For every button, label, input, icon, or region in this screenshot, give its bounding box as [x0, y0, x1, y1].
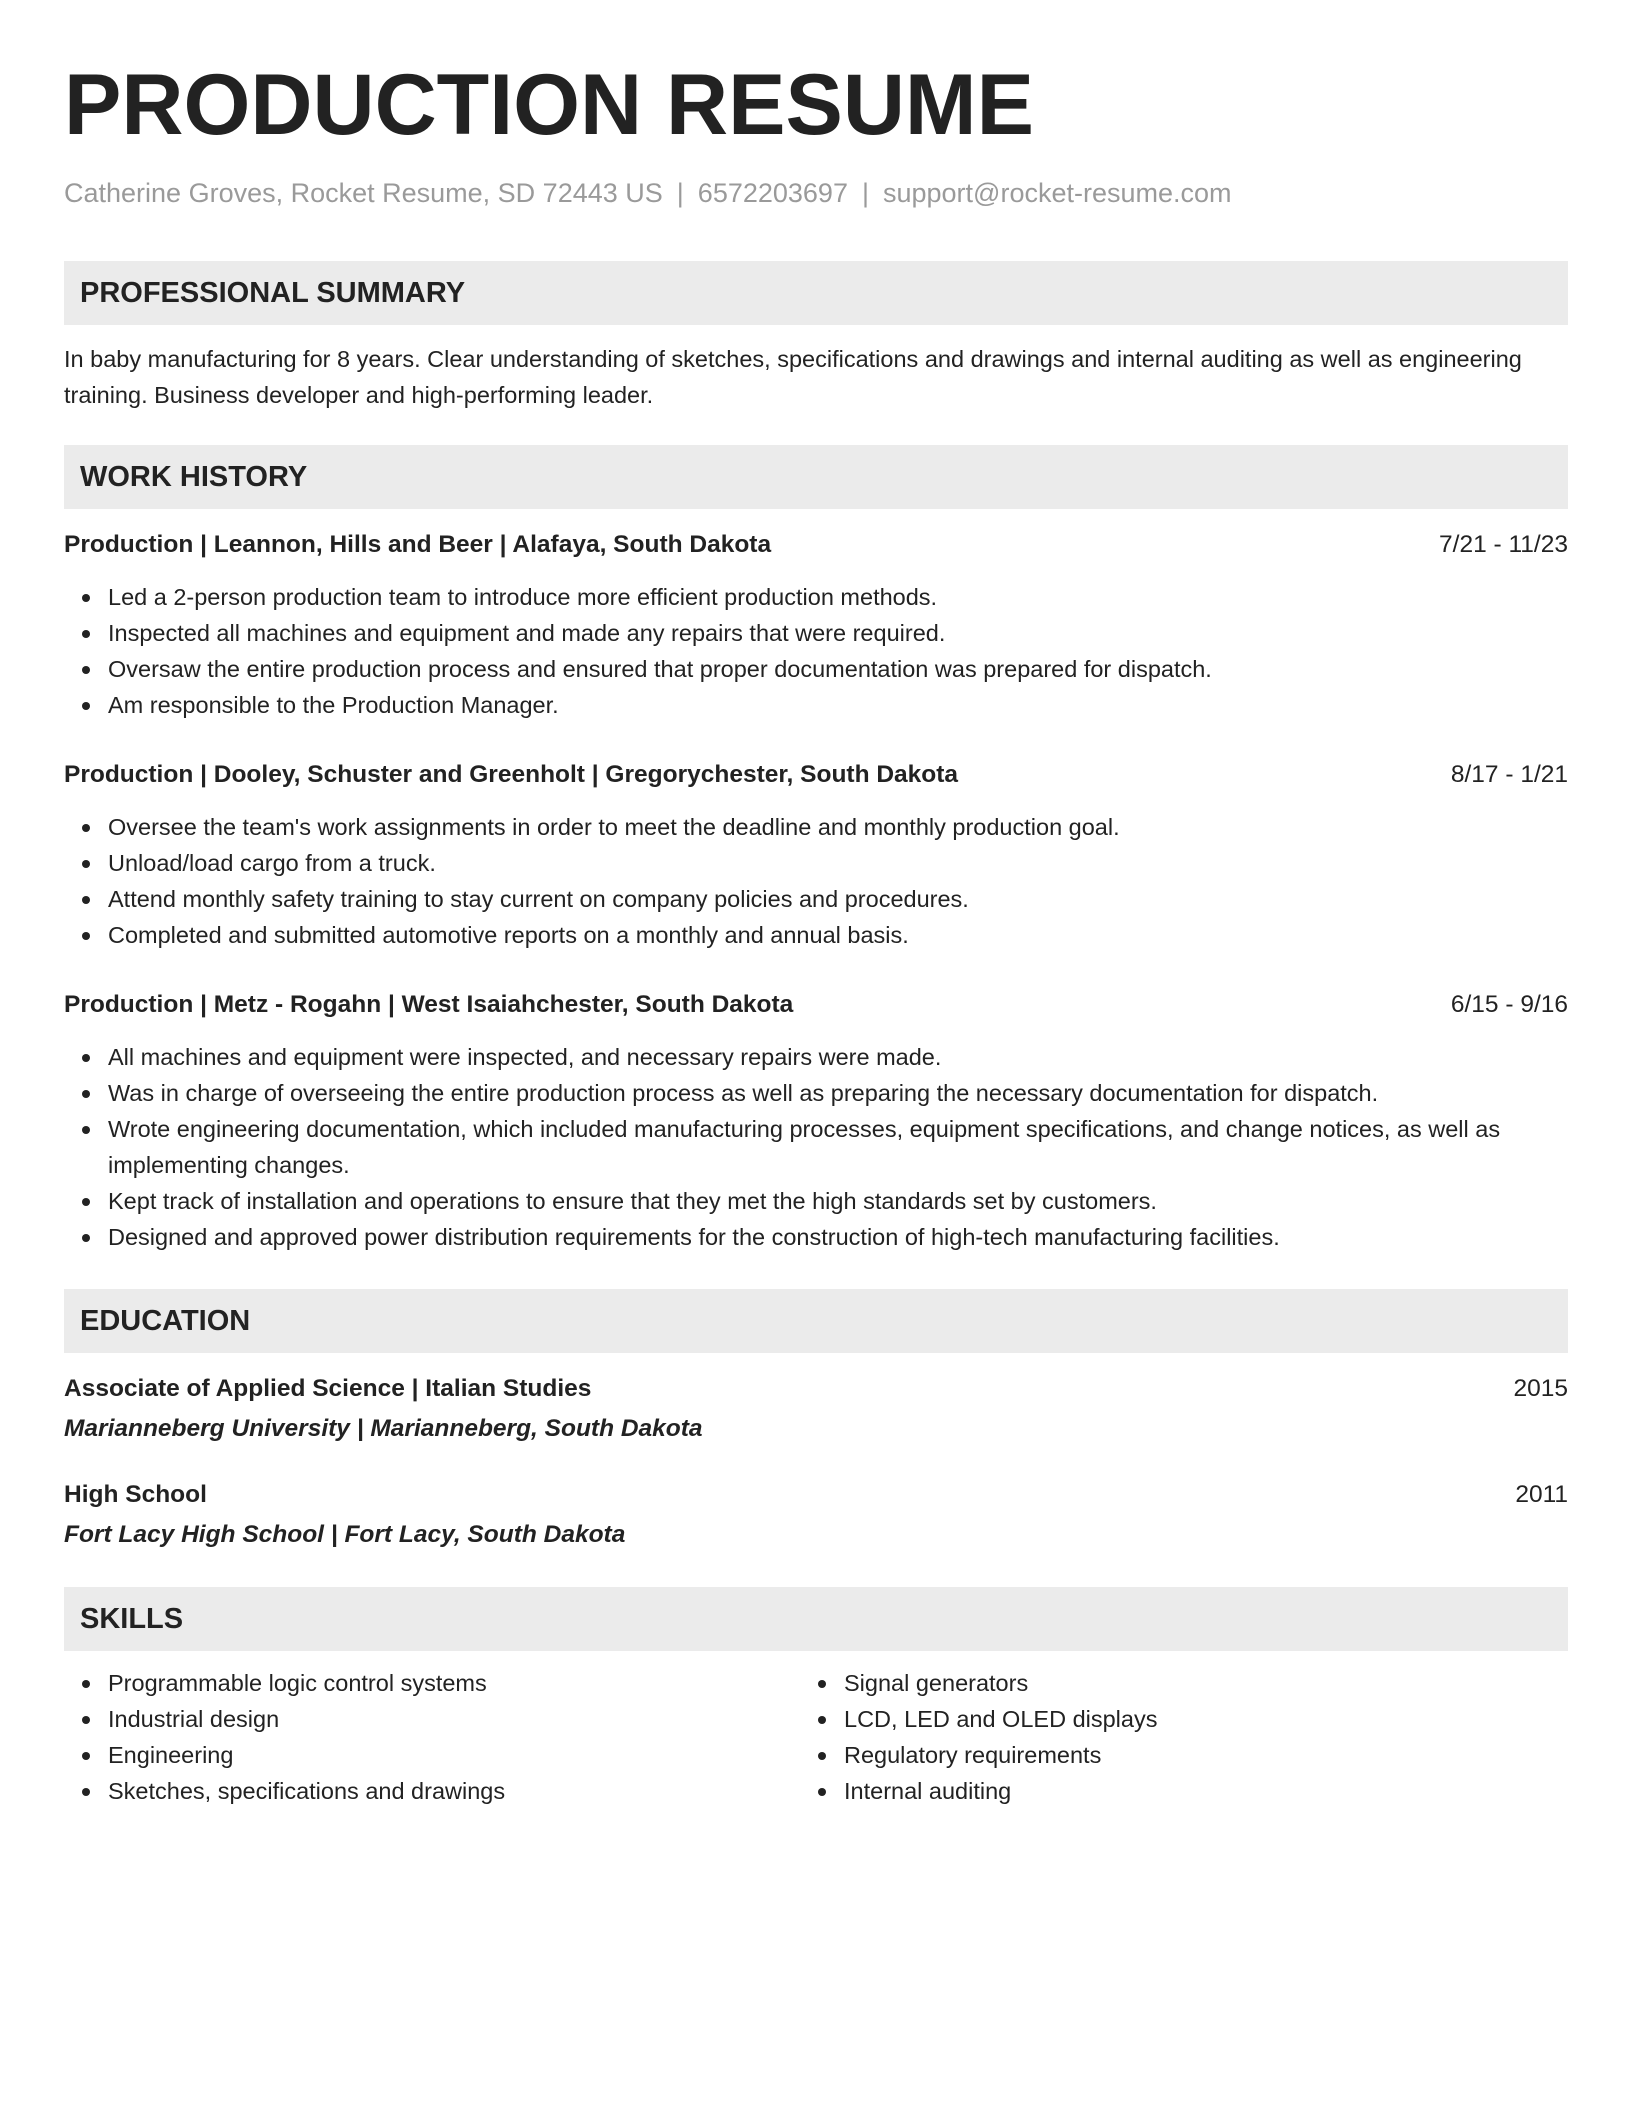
job-bullet: All machines and equipment were inspected, and necessary repairs were made.	[64, 1039, 1568, 1075]
skills-columns	[64, 1665, 1568, 1809]
section-heading-work-history: WORK HISTORY	[64, 445, 1568, 509]
job-title: Production | Dooley, Schuster and Greenholt | Gregorychester, South Dakota	[64, 761, 959, 788]
job-entry	[64, 757, 1568, 953]
skills-list-left	[64, 1665, 800, 1809]
skill-item: Signal generators	[800, 1665, 1536, 1701]
skill-item: Sketches, specifications and drawings	[64, 1773, 800, 1809]
job-bullet: Am responsible to the Production Manager.	[64, 687, 1568, 723]
summary-text: In baby manufacturing for 8 years. Clear understanding of sketches, specifications and drawings and internal auditing as well as engineering training. Business developer and high-performing leader.	[64, 346, 1522, 408]
education-entry	[64, 1477, 1568, 1553]
job-bullets	[64, 579, 1568, 723]
job-bullet: Wrote engineering documentation, which included manufacturing processes, equipment specifications, and change notices, as well as implementing changes.	[64, 1111, 1568, 1183]
education-year: 2015	[1513, 1375, 1568, 1402]
job-bullet: Completed and submitted automotive reports on a monthly and annual basis.	[64, 917, 1568, 953]
job-entry	[64, 987, 1568, 1255]
contact-phone: 6572203697	[697, 178, 848, 208]
education-degree: Associate of Applied Science | Italian Studies	[64, 1375, 592, 1402]
job-bullet: Inspected all machines and equipment and made any repairs that were required.	[64, 615, 1568, 651]
education-entry	[64, 1371, 1568, 1447]
job-bullet: Oversaw the entire production process and ensured that proper documentation was prepared for dispatch.	[64, 651, 1568, 687]
job-title: Production | Leannon, Hills and Beer | Alafaya, South Dakota	[64, 531, 772, 558]
skill-item: Industrial design	[64, 1701, 800, 1737]
section-heading-skills: SKILLS	[64, 1587, 1568, 1651]
education-year: 2011	[1515, 1481, 1568, 1508]
job-dates: 7/21 - 11/23	[1439, 531, 1568, 558]
section-heading-education: EDUCATION	[64, 1289, 1568, 1353]
section-heading-summary: PROFESSIONAL SUMMARY	[64, 261, 1568, 325]
skill-item: Engineering	[64, 1737, 800, 1773]
job-bullets	[64, 1039, 1568, 1255]
job-title: Production | Metz - Rogahn | West Isaiahchester, South Dakota	[64, 991, 794, 1018]
job-bullet: Attend monthly safety training to stay current on company policies and procedures.	[64, 881, 1568, 917]
job-bullet: Oversee the team's work assignments in order to meet the deadline and monthly production goal.	[64, 809, 1568, 845]
skills-list-right	[800, 1665, 1536, 1809]
education-header	[64, 1477, 1568, 1513]
job-dates: 8/17 - 1/21	[1450, 761, 1568, 788]
education-school: Fort Lacy High School | Fort Lacy, South Dakota	[64, 1521, 626, 1548]
job-header	[64, 757, 1568, 793]
job-bullet: Was in charge of overseeing the entire production process as well as preparing the necessary documentation for dispatch.	[64, 1075, 1568, 1111]
education-degree: High School	[64, 1481, 207, 1508]
education-school: Marianneberg University | Marianneberg, South Dakota	[64, 1415, 703, 1442]
job-bullet: Designed and approved power distribution requirements for the construction of high-tech manufacturing facilities.	[64, 1219, 1568, 1255]
job-bullet: Unload/load cargo from a truck.	[64, 845, 1568, 881]
contact-address: Catherine Groves, Rocket Resume, SD 72443 US	[64, 178, 663, 208]
skill-item: Internal auditing	[800, 1773, 1536, 1809]
job-header	[64, 527, 1568, 563]
job-entry	[64, 527, 1568, 723]
job-dates: 6/15 - 9/16	[1450, 991, 1568, 1018]
contact-email: support@rocket-resume.com	[882, 178, 1232, 208]
contact-separator: |	[676, 178, 684, 208]
job-bullet: Kept track of installation and operations to ensure that they met the high standards set by customers.	[64, 1183, 1568, 1219]
contact-separator: |	[861, 178, 869, 208]
contact-line	[64, 178, 1568, 209]
job-header	[64, 987, 1568, 1023]
skill-item: Regulatory requirements	[800, 1737, 1536, 1773]
skill-item: Programmable logic control systems	[64, 1665, 800, 1701]
job-bullet: Led a 2-person production team to introduce more efficient production methods.	[64, 579, 1568, 615]
skill-item: LCD, LED and OLED displays	[800, 1701, 1536, 1737]
job-bullets	[64, 809, 1568, 953]
education-header	[64, 1371, 1568, 1407]
resume-title: PRODUCTION RESUME	[64, 57, 1034, 153]
